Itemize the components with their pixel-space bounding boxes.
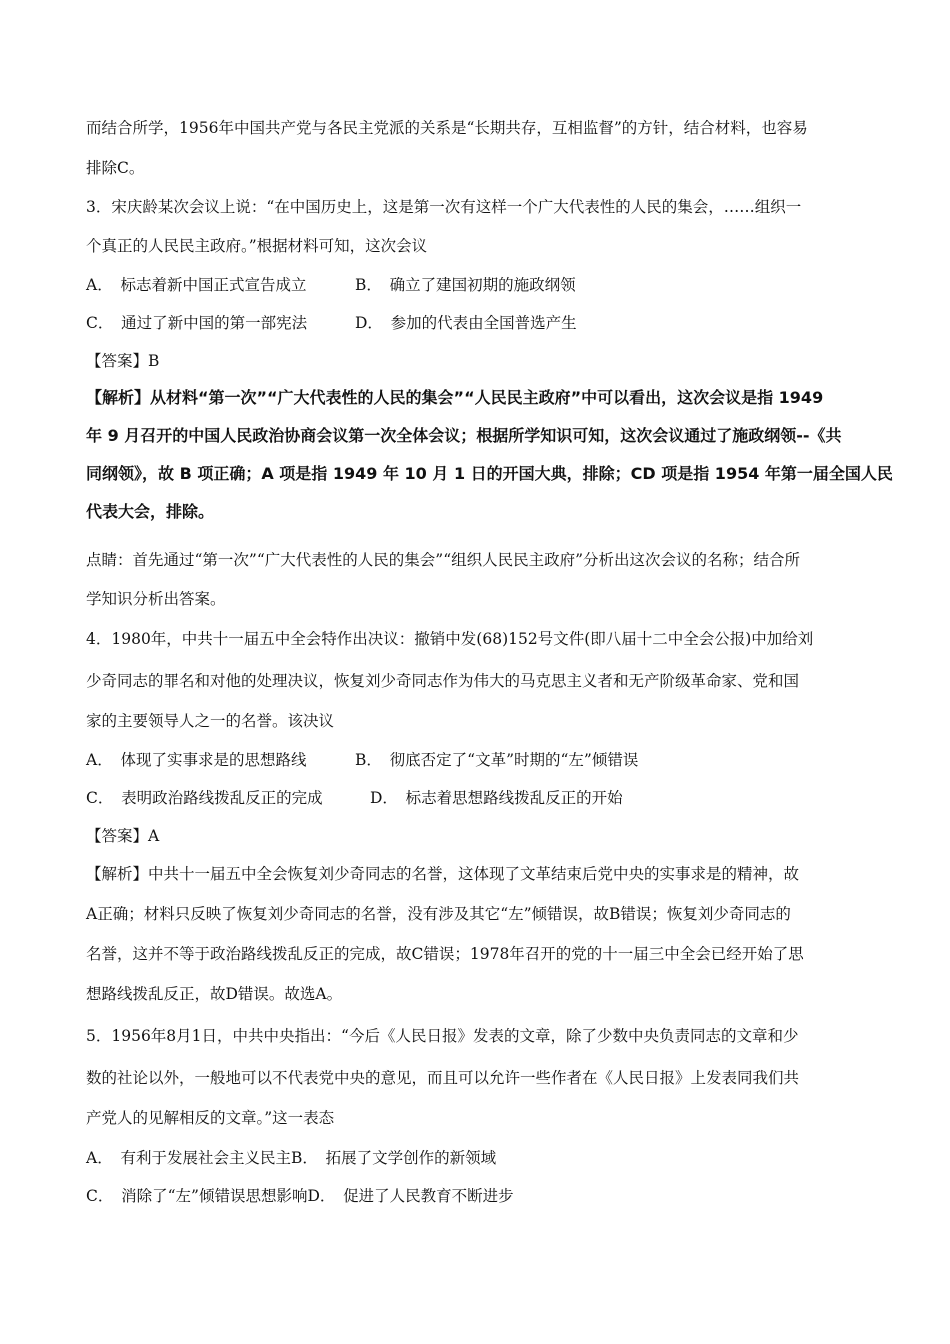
q4-stem-line-1: 4．1980年，中共十一届五中全会特作出决议：撤销中发(68)152号文件(即八届十二中全会公报)中加给刘 — [86, 630, 814, 648]
q5-options-row-1: A． 有利于发展社会主义民主B． 拓展了文学创作的新领域 — [86, 1149, 497, 1167]
q4-analysis-line-3: 名誉，这并不等于政治路线拨乱反正的完成，故C错误；1978年召开的党的十一届三中全会已经开始了思 — [86, 945, 804, 963]
q5-stem-line-2: 数的社论以外，一般地可以不代表党中央的意见，而且可以允许一些作者在《人民日报》上发表同我们共 — [86, 1069, 800, 1087]
q3-option-a: A． 标志着新中国正式宣告成立 — [86, 276, 307, 294]
q3-comment-line-2: 学知识分析出答案。 — [86, 590, 226, 608]
q4-stem-line-2: 少奇同志的罪名和对他的处理决议，恢复刘少奇同志作为伟大的马克思主义者和无产阶级革命家、党和国 — [86, 672, 800, 690]
q3-option-b: B． 确立了建国初期的施政纲领 — [355, 276, 576, 294]
q3-stem-line-2: 个真正的人民民主政府。”根据材料可知，这次会议 — [86, 237, 428, 255]
q3-analysis-line-2: 年 9 月召开的中国人民政治协商会议第一次全体会议；根据所学知识可知，这次会议通过了施政纲领--《共 — [86, 426, 842, 445]
q4-option-c: C． 表明政治路线拨乱反正的完成 — [86, 789, 323, 807]
q3-analysis-line-4: 代表大会，排除。 — [86, 502, 215, 521]
q4-analysis-line-4: 想路线拨乱反正，故D错误。故选A。 — [86, 985, 343, 1003]
intro-line-2: 排除C。 — [86, 159, 145, 177]
q3-analysis-line-1: 【解析】从材料“第一次”“广大代表性的人民的集会”“人民民主政府”中可以看出，这次会议是指 1949 — [86, 388, 824, 407]
q4-answer: 【答案】A — [86, 827, 160, 845]
q3-option-d: D． 参加的代表由全国普选产生 — [355, 314, 577, 332]
q3-stem-line-1: 3．宋庆龄某次会议上说：“在中国历史上，这是第一次有这样一个广大代表性的人民的集会，……组织一 — [86, 198, 802, 216]
q3-option-c: C． 通过了新中国的第一部宪法 — [86, 314, 308, 332]
q4-stem-line-3: 家的主要领导人之一的名誉。该决议 — [86, 712, 335, 730]
q3-comment-line-1: 点睛：首先通过“第一次”“广大代表性的人民的集会”“组织人民民主政府”分析出这次会议的名称；结合所 — [86, 551, 801, 569]
q3-analysis-line-3: 同纲领》，故 B 项正确；A 项是指 1949 年 10 月 1 日的开国大典，排除；CD 项是指 1954 年第一届全国人民 — [86, 464, 893, 483]
q5-stem-line-3: 产党人的见解相反的文章。”这一表态 — [86, 1109, 335, 1127]
q4-option-a: A． 体现了实事求是的思想路线 — [86, 751, 307, 769]
q4-option-d: D． 标志着思想路线拨乱反正的开始 — [370, 789, 623, 807]
q4-analysis-line-1: 【解析】中共十一届五中全会恢复刘少奇同志的名誉，这体现了文革结束后党中央的实事求是的精神，故 — [86, 865, 800, 883]
q3-answer: 【答案】B — [86, 352, 160, 370]
q5-options-row-2: C． 消除了“左”倾错误思想影响D． 促进了人民教育不断进步 — [86, 1187, 514, 1205]
q4-analysis-line-2: A正确；材料只反映了恢复刘少奇同志的名誉，没有涉及其它“左”倾错误，故B错误；恢复刘少奇同志的 — [86, 905, 791, 923]
q4-option-b: B． 彻底否定了“文革”时期的“左”倾错误 — [355, 751, 639, 769]
intro-line-1: 而结合所学，1956年中国共产党与各民主党派的关系是“长期共存，互相监督”的方针，结合材料，也容易 — [86, 119, 808, 137]
q5-stem-line-1: 5．1956年8月1日，中共中央指出：“今后《人民日报》发表的文章，除了少数中央负责同志的文章和少 — [86, 1027, 799, 1045]
